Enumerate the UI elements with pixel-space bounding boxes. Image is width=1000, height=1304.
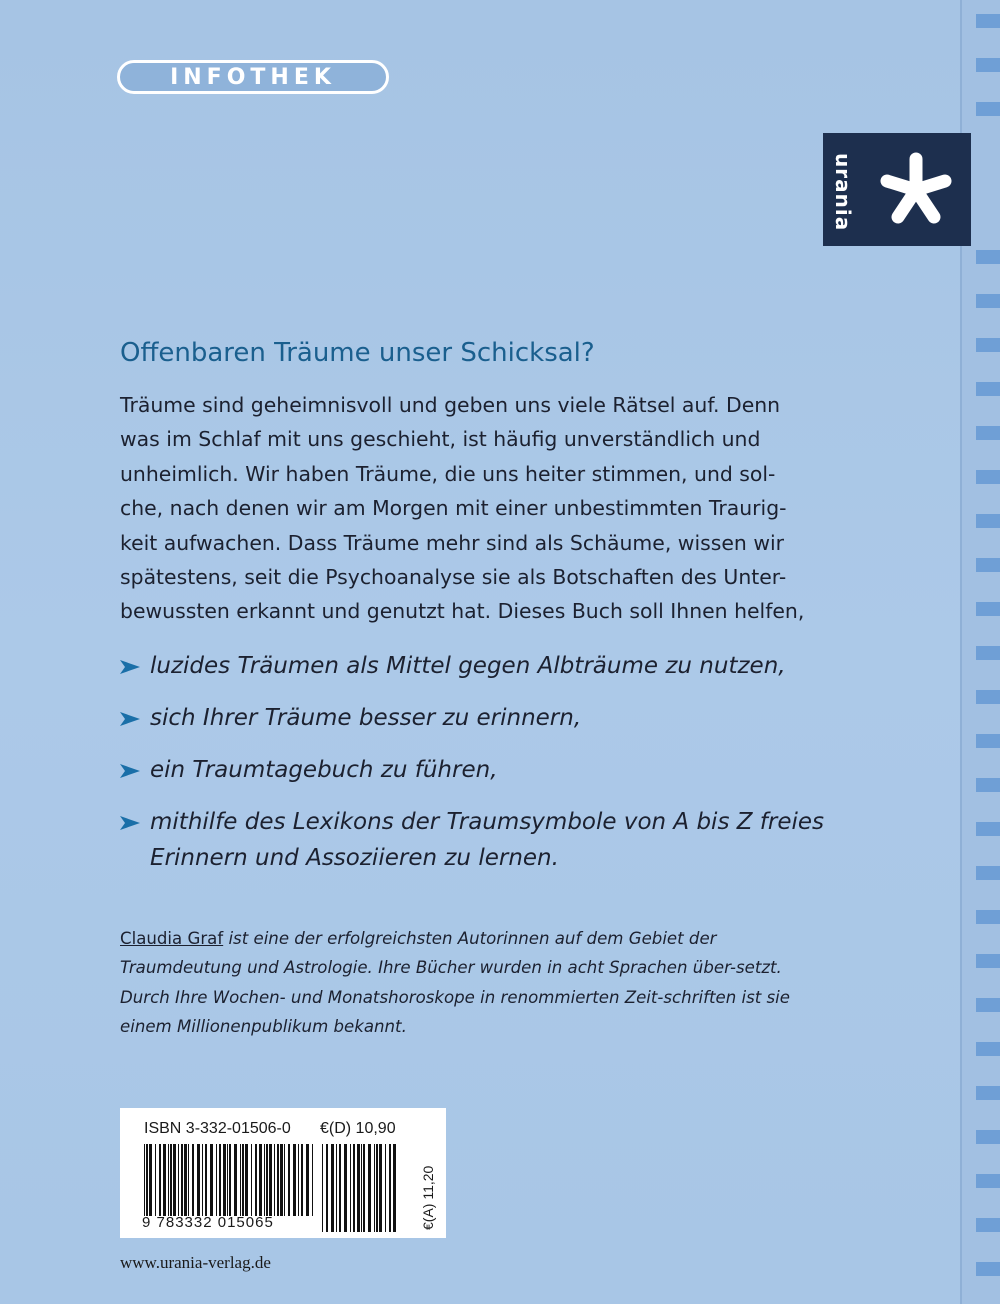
barcode-bar	[274, 1144, 275, 1216]
barcode-bar	[326, 1144, 328, 1232]
barcode-bar	[144, 1144, 145, 1216]
benefit-text: luzides Träumen als Mittel gegen Albträume zu nutzen,	[150, 653, 786, 679]
barcode-bar	[376, 1144, 378, 1232]
spine-stripe	[976, 778, 1000, 792]
publisher-website: www.urania-verlag.de	[120, 1253, 271, 1272]
spine-stripe	[976, 954, 1000, 968]
barcode-bar	[298, 1144, 299, 1216]
barcode-bar	[197, 1144, 200, 1216]
spine-stripe	[976, 998, 1000, 1012]
asterisk-icon	[873, 147, 959, 233]
barcode-bar	[255, 1144, 257, 1216]
barcode-bar	[170, 1144, 172, 1216]
barcode-bar	[159, 1144, 161, 1216]
barcode-bar	[184, 1144, 187, 1216]
intro-line: bewussten erkannt und genutzt hat. Dieses Buch soll Ihnen helfen,	[120, 599, 805, 624]
spine-stripe	[976, 910, 1000, 924]
spine-stripe	[976, 690, 1000, 704]
barcode-bar	[389, 1144, 391, 1232]
barcode-bar	[168, 1144, 169, 1216]
benefit-text: sich Ihrer Träume besser zu erinnern,	[150, 705, 582, 731]
barcode-bar	[251, 1144, 252, 1216]
spine-stripe	[976, 294, 1000, 308]
benefit-item	[120, 648, 840, 684]
benefit-item	[120, 752, 840, 788]
barcode-bar	[385, 1144, 386, 1232]
barcode-label	[120, 1108, 446, 1238]
author-bio	[120, 924, 800, 1042]
barcode-bar	[149, 1144, 152, 1216]
barcode-bar	[350, 1144, 351, 1232]
spine-stripe	[976, 14, 1000, 28]
barcode-bar	[178, 1144, 179, 1216]
benefit-list	[120, 648, 840, 892]
barcode-bar	[379, 1144, 382, 1232]
arrow-bullet-icon	[120, 762, 140, 780]
barcode-bar	[234, 1144, 237, 1216]
barcode-bar	[393, 1144, 396, 1232]
arrow-bullet-icon	[120, 814, 140, 832]
spine-stripe	[976, 602, 1000, 616]
barcode-bar	[280, 1144, 283, 1216]
barcode-bar	[331, 1144, 334, 1232]
publisher-name: urania	[831, 153, 855, 232]
barcode-bar	[223, 1144, 226, 1216]
spine-stripe	[976, 1086, 1000, 1100]
ean-digits: 9 783332 015065	[142, 1214, 274, 1231]
barcode-bar	[301, 1144, 303, 1216]
barcode-bar	[242, 1144, 244, 1216]
spine-stripe	[976, 102, 1000, 116]
barcode-bar	[269, 1144, 272, 1216]
barcode-bar	[306, 1144, 309, 1216]
barcode-bar	[312, 1144, 313, 1216]
barcode-bar	[259, 1144, 262, 1216]
spine-stripe	[976, 1218, 1000, 1232]
spine-stripe	[976, 58, 1000, 72]
spine-stripe	[976, 514, 1000, 528]
intro-line: unheimlich. Wir haben Träume, die uns heiter stimmen, und sol-	[120, 461, 776, 486]
benefit-item	[120, 700, 840, 736]
barcode-bar	[293, 1144, 296, 1216]
barcode-bar	[181, 1144, 183, 1216]
intro-line: keit aufwachen. Dass Träume mehr sind als Schäume, wissen wir	[120, 530, 785, 555]
barcode-bar	[266, 1144, 268, 1216]
intro-line: Träume sind geheimnisvoll und geben uns viele Rätsel auf. Denn	[120, 393, 781, 417]
series-label: INFOTHEK	[170, 64, 336, 90]
barcode-bar	[353, 1144, 355, 1232]
spine-stripe	[976, 338, 1000, 352]
price-germany: €(D) 10,90	[320, 1120, 396, 1137]
spine-stripe	[976, 558, 1000, 572]
spine-stripe	[976, 470, 1000, 484]
barcode-bar	[288, 1144, 290, 1216]
intro-line: che, nach denen wir am Morgen mit einer unbestimmten Traurig-	[120, 496, 787, 521]
intro-line: spätestens, seit die Psychoanalyse sie als Botschaften des Unter-	[120, 565, 787, 590]
barcode-bar	[155, 1144, 156, 1216]
author-bio-text: ist eine der erfolgreichsten Autorinnen auf dem Gebiet der Traumdeutung und Astrologie. Ihre Bücher wurden in acht Sprachen über-setzt. Durch Ihre Wochen- und Monatshoroskope in renommierten Zeit-schriften ist sie einem Millionenpublikum bekannt.	[120, 929, 790, 1037]
spine-stripe	[976, 866, 1000, 880]
barcode-bar	[240, 1144, 241, 1216]
headline: Offenbaren Träume unser Schicksal?	[120, 338, 595, 368]
barcode-bar	[192, 1144, 194, 1216]
price-addon-barcode	[322, 1144, 400, 1232]
barcode-bar	[227, 1144, 228, 1216]
spine-stripe	[976, 426, 1000, 440]
spine-stripe	[976, 382, 1000, 396]
author-name: Claudia Graf	[120, 929, 224, 948]
barcode-bar	[205, 1144, 207, 1216]
arrow-bullet-icon	[120, 710, 140, 728]
spine-stripe	[976, 822, 1000, 836]
barcode-bar	[264, 1144, 265, 1216]
barcode-bar	[173, 1144, 176, 1216]
barcode-bar	[322, 1144, 323, 1232]
intro-paragraph	[120, 388, 820, 629]
benefit-item	[120, 804, 840, 876]
spine-stripe	[976, 1130, 1000, 1144]
price-austria: €(A) 11,20	[420, 1165, 436, 1230]
barcode-bar	[361, 1144, 362, 1232]
publisher-tag	[823, 133, 971, 246]
barcode-bar	[219, 1144, 221, 1216]
spine-stripe	[976, 1042, 1000, 1056]
barcode-bar	[339, 1144, 341, 1232]
barcode-bar	[374, 1144, 375, 1232]
barcode-bar	[357, 1144, 360, 1232]
barcode-bar	[368, 1144, 371, 1232]
barcode-bar	[188, 1144, 189, 1216]
barcode-bar	[163, 1144, 166, 1216]
barcode-bar	[277, 1144, 279, 1216]
barcode-bar	[210, 1144, 213, 1216]
barcode-bar	[245, 1144, 248, 1216]
benefit-text: mithilfe des Lexikons der Traumsymbole von A bis Z freies Erinnern und Assoziieren zu lernen.	[150, 809, 825, 871]
barcode-bar	[216, 1144, 217, 1216]
barcode-bar	[202, 1144, 203, 1216]
barcode-bar	[336, 1144, 337, 1232]
isbn-text: ISBN 3-332-01506-0	[144, 1120, 291, 1137]
spine-stripe	[976, 1262, 1000, 1276]
spine-stripe	[976, 1174, 1000, 1188]
spine-stripe	[976, 734, 1000, 748]
series-badge	[117, 60, 389, 94]
arrow-bullet-icon	[120, 658, 140, 676]
barcode-bar	[229, 1144, 231, 1216]
intro-line: was im Schlaf mit uns geschieht, ist häufig unverständlich und	[120, 427, 761, 452]
barcode-bar	[146, 1144, 148, 1216]
barcode-bar	[344, 1144, 347, 1232]
spine-stripe	[976, 646, 1000, 660]
barcode-bar	[284, 1144, 285, 1216]
benefit-text: ein Traumtagebuch zu führen,	[150, 757, 498, 783]
ean-barcode	[144, 1144, 316, 1216]
barcode-bar	[363, 1144, 365, 1232]
spine-stripe	[976, 250, 1000, 264]
